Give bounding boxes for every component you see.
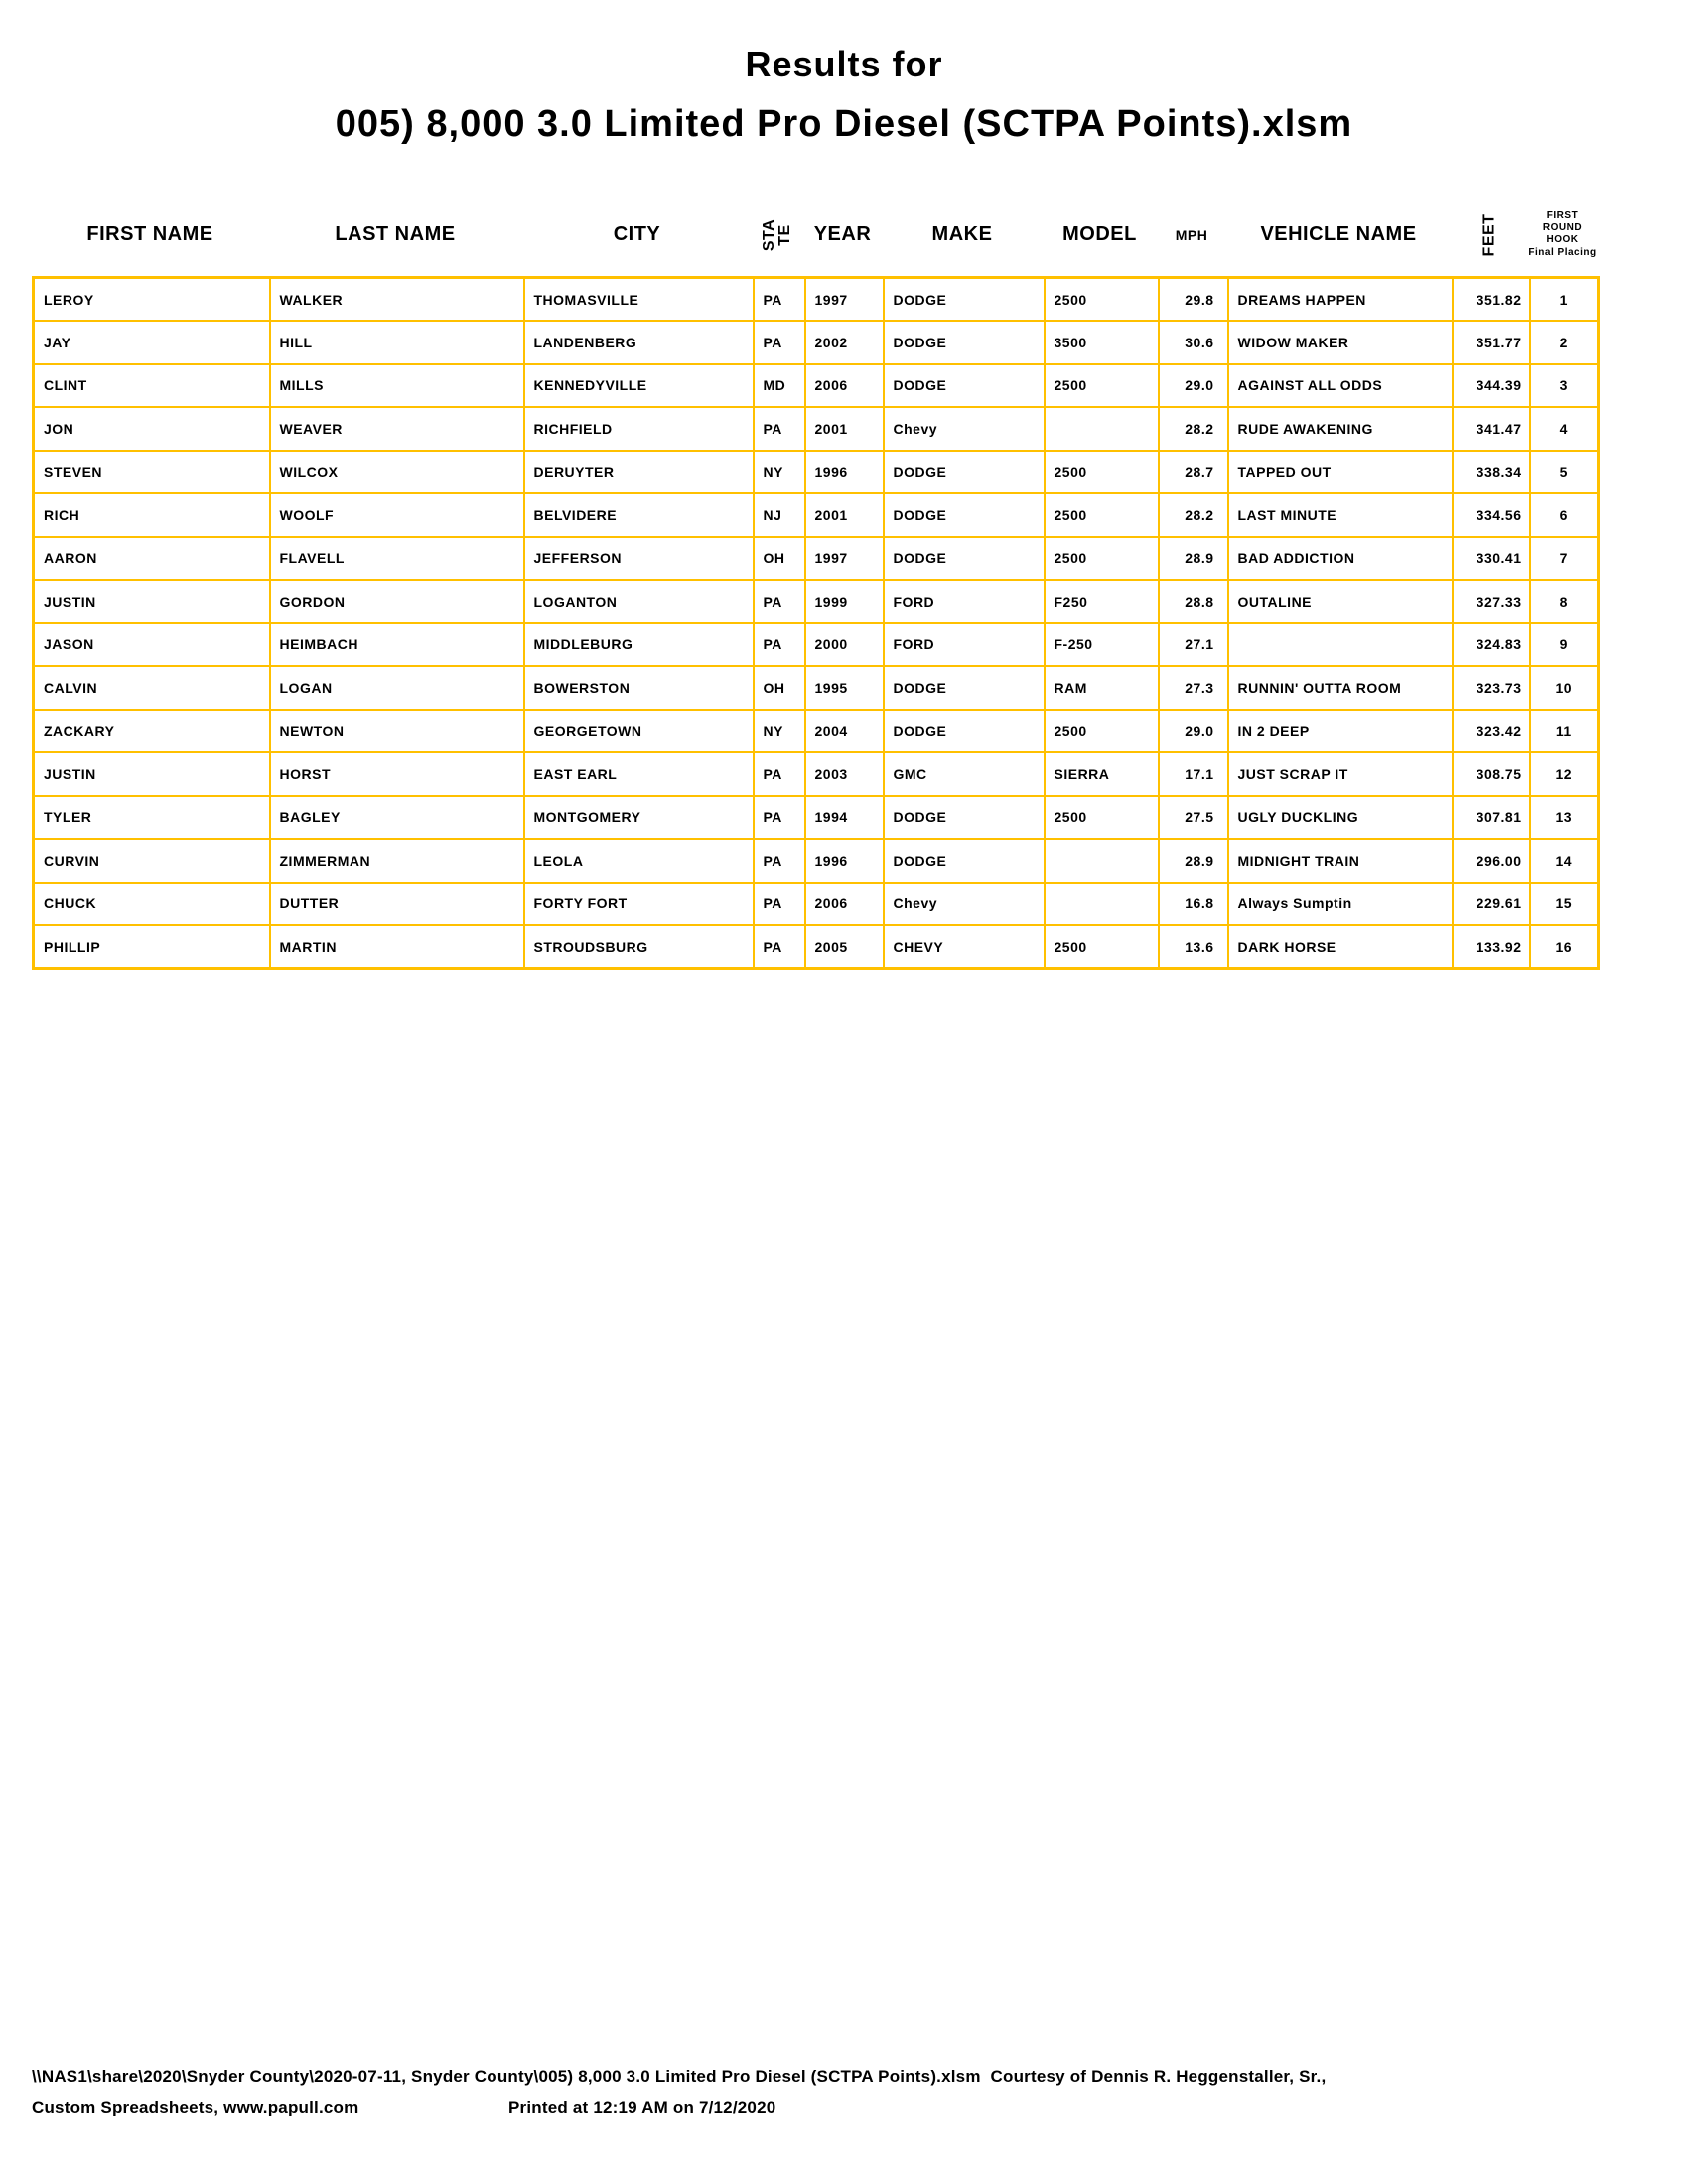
col-header-last-name: LAST NAME xyxy=(335,223,456,245)
footer-credit-line xyxy=(32,2098,1660,2119)
cell-mph: 27.3 xyxy=(1159,666,1228,710)
cell-feet: 327.33 xyxy=(1453,580,1530,623)
cell-last_name: LOGAN xyxy=(270,666,524,710)
cell-mph: 28.2 xyxy=(1159,493,1228,537)
cell-first_name: RICH xyxy=(34,493,270,537)
cell-hook: 8 xyxy=(1530,580,1599,623)
cell-feet: 324.83 xyxy=(1453,623,1530,667)
table-row xyxy=(34,407,1599,451)
cell-state: PA xyxy=(754,796,805,840)
cell-city: GEORGETOWN xyxy=(524,710,754,753)
cell-last_name: DUTTER xyxy=(270,883,524,926)
cell-model: 2500 xyxy=(1045,537,1159,581)
cell-state: PA xyxy=(754,278,805,322)
col-header-mph: MPH xyxy=(1175,226,1208,243)
cell-make: DODGE xyxy=(884,710,1045,753)
cell-vehicle_name: IN 2 DEEP xyxy=(1228,710,1453,753)
cell-city: EAST EARL xyxy=(524,752,754,796)
cell-first_name: JAY xyxy=(34,321,270,364)
cell-model: 3500 xyxy=(1045,321,1159,364)
table-row xyxy=(34,493,1599,537)
cell-feet: 323.42 xyxy=(1453,710,1530,753)
cell-city: MIDDLEBURG xyxy=(524,623,754,667)
cell-model xyxy=(1045,883,1159,926)
cell-year: 2000 xyxy=(805,623,884,667)
cell-hook: 16 xyxy=(1530,925,1599,969)
table-row xyxy=(34,321,1599,364)
cell-first_name: TYLER xyxy=(34,796,270,840)
cell-year: 1995 xyxy=(805,666,884,710)
cell-make: DODGE xyxy=(884,839,1045,883)
cell-first_name: JON xyxy=(34,407,270,451)
cell-first_name: STEVEN xyxy=(34,451,270,494)
cell-state: PA xyxy=(754,407,805,451)
cell-model: 2500 xyxy=(1045,364,1159,408)
col-header-make: MAKE xyxy=(931,223,993,245)
cell-mph: 29.0 xyxy=(1159,364,1228,408)
results-grid xyxy=(32,276,1600,970)
cell-model: RAM xyxy=(1045,666,1159,710)
cell-first_name: ZACKARY xyxy=(34,710,270,753)
cell-first_name: JASON xyxy=(34,623,270,667)
cell-hook: 9 xyxy=(1530,623,1599,667)
table-row xyxy=(34,666,1599,710)
cell-mph: 28.7 xyxy=(1159,451,1228,494)
cell-make: Chevy xyxy=(884,407,1045,451)
cell-state: NJ xyxy=(754,493,805,537)
cell-feet: 351.82 xyxy=(1453,278,1530,322)
cell-make: DODGE xyxy=(884,364,1045,408)
footer-printed-at: Printed at 12:19 AM on 7/12/2020 xyxy=(508,2098,776,2116)
cell-mph: 28.2 xyxy=(1159,407,1228,451)
cell-feet: 323.73 xyxy=(1453,666,1530,710)
cell-make: FORD xyxy=(884,580,1045,623)
cell-hook: 4 xyxy=(1530,407,1599,451)
cell-hook: 15 xyxy=(1530,883,1599,926)
cell-make: CHEVY xyxy=(884,925,1045,969)
cell-city: MONTGOMERY xyxy=(524,796,754,840)
table-row xyxy=(34,796,1599,840)
cell-make: DODGE xyxy=(884,796,1045,840)
cell-city: FORTY FORT xyxy=(524,883,754,926)
cell-year: 2001 xyxy=(805,407,884,451)
table-row xyxy=(34,925,1599,969)
cell-first_name: CLINT xyxy=(34,364,270,408)
footer-credit: Custom Spreadsheets, www.papull.com xyxy=(32,2098,359,2116)
col-header-first-name: FIRST NAME xyxy=(86,223,213,245)
cell-state: NY xyxy=(754,710,805,753)
cell-mph: 27.5 xyxy=(1159,796,1228,840)
cell-year: 2006 xyxy=(805,364,884,408)
table-row xyxy=(34,278,1599,322)
cell-vehicle_name: LAST MINUTE xyxy=(1228,493,1453,537)
cell-last_name: FLAVELL xyxy=(270,537,524,581)
cell-feet: 338.34 xyxy=(1453,451,1530,494)
table-row xyxy=(34,752,1599,796)
cell-state: PA xyxy=(754,321,805,364)
cell-city: BELVIDERE xyxy=(524,493,754,537)
cell-vehicle_name: OUTALINE xyxy=(1228,580,1453,623)
cell-feet: 308.75 xyxy=(1453,752,1530,796)
cell-vehicle_name: AGAINST ALL ODDS xyxy=(1228,364,1453,408)
cell-last_name: ZIMMERMAN xyxy=(270,839,524,883)
cell-make: DODGE xyxy=(884,451,1045,494)
cell-make: DODGE xyxy=(884,493,1045,537)
cell-model: 2500 xyxy=(1045,278,1159,322)
cell-last_name: HILL xyxy=(270,321,524,364)
col-header-first-round-hook xyxy=(1528,194,1597,276)
rotated-state-label: STATE xyxy=(761,218,793,251)
cell-city: BOWERSTON xyxy=(524,666,754,710)
cell-last_name: MILLS xyxy=(270,364,524,408)
cell-feet: 133.92 xyxy=(1453,925,1530,969)
cell-mph: 27.1 xyxy=(1159,623,1228,667)
cell-vehicle_name xyxy=(1228,623,1453,667)
col-header-state xyxy=(752,194,803,276)
col-header-vehicle-name: VEHICLE NAME xyxy=(1260,223,1417,245)
cell-first_name: JUSTIN xyxy=(34,752,270,796)
cell-year: 1996 xyxy=(805,839,884,883)
cell-vehicle_name: WIDOW MAKER xyxy=(1228,321,1453,364)
cell-city: KENNEDYVILLE xyxy=(524,364,754,408)
results-table xyxy=(32,194,1597,970)
cell-vehicle_name: DREAMS HAPPEN xyxy=(1228,278,1453,322)
document-title xyxy=(0,44,1688,146)
cell-hook: 10 xyxy=(1530,666,1599,710)
table-row xyxy=(34,537,1599,581)
cell-last_name: HEIMBACH xyxy=(270,623,524,667)
cell-first_name: LEROY xyxy=(34,278,270,322)
cell-make: Chevy xyxy=(884,883,1045,926)
cell-year: 2001 xyxy=(805,493,884,537)
cell-vehicle_name: UGLY DUCKLING xyxy=(1228,796,1453,840)
cell-hook: 5 xyxy=(1530,451,1599,494)
cell-city: LOGANTON xyxy=(524,580,754,623)
cell-first_name: CALVIN xyxy=(34,666,270,710)
cell-last_name: GORDON xyxy=(270,580,524,623)
cell-model: F-250 xyxy=(1045,623,1159,667)
cell-feet: 296.00 xyxy=(1453,839,1530,883)
cell-last_name: WILCOX xyxy=(270,451,524,494)
rotated-feet-label: FEET xyxy=(1479,213,1497,256)
cell-feet: 341.47 xyxy=(1453,407,1530,451)
cell-make: DODGE xyxy=(884,278,1045,322)
cell-year: 2004 xyxy=(805,710,884,753)
cell-first_name: CHUCK xyxy=(34,883,270,926)
cell-state: PA xyxy=(754,883,805,926)
page-footer xyxy=(32,2067,1660,2119)
cell-mph: 17.1 xyxy=(1159,752,1228,796)
cell-city: STROUDSBURG xyxy=(524,925,754,969)
cell-feet: 229.61 xyxy=(1453,883,1530,926)
cell-hook: 1 xyxy=(1530,278,1599,322)
cell-year: 2003 xyxy=(805,752,884,796)
cell-year: 1999 xyxy=(805,580,884,623)
final-placing-label: Final Placing xyxy=(1528,247,1597,258)
cell-hook: 3 xyxy=(1530,364,1599,408)
cell-city: THOMASVILLE xyxy=(524,278,754,322)
cell-city: JEFFERSON xyxy=(524,537,754,581)
cell-make: DODGE xyxy=(884,537,1045,581)
cell-model xyxy=(1045,407,1159,451)
cell-make: GMC xyxy=(884,752,1045,796)
cell-mph: 28.9 xyxy=(1159,839,1228,883)
cell-hook: 12 xyxy=(1530,752,1599,796)
cell-hook: 13 xyxy=(1530,796,1599,840)
cell-feet: 334.56 xyxy=(1453,493,1530,537)
cell-last_name: NEWTON xyxy=(270,710,524,753)
cell-last_name: WALKER xyxy=(270,278,524,322)
table-row xyxy=(34,839,1599,883)
cell-model: 2500 xyxy=(1045,493,1159,537)
cell-year: 2006 xyxy=(805,883,884,926)
hook-label: FIRST ROUND HOOK xyxy=(1542,210,1583,245)
cell-model: 2500 xyxy=(1045,451,1159,494)
cell-hook: 11 xyxy=(1530,710,1599,753)
table-header-row xyxy=(32,194,1597,276)
cell-year: 2005 xyxy=(805,925,884,969)
cell-mph: 16.8 xyxy=(1159,883,1228,926)
cell-mph: 13.6 xyxy=(1159,925,1228,969)
cell-make: DODGE xyxy=(884,321,1045,364)
table-row xyxy=(34,623,1599,667)
cell-mph: 28.9 xyxy=(1159,537,1228,581)
cell-hook: 6 xyxy=(1530,493,1599,537)
cell-vehicle_name: RUDE AWAKENING xyxy=(1228,407,1453,451)
cell-year: 2002 xyxy=(805,321,884,364)
cell-vehicle_name: MIDNIGHT TRAIN xyxy=(1228,839,1453,883)
table-row xyxy=(34,364,1599,408)
cell-state: OH xyxy=(754,537,805,581)
title-line1: Results for xyxy=(745,44,943,84)
cell-first_name: AARON xyxy=(34,537,270,581)
table-row xyxy=(34,580,1599,623)
cell-state: PA xyxy=(754,580,805,623)
cell-feet: 344.39 xyxy=(1453,364,1530,408)
cell-city: LANDENBERG xyxy=(524,321,754,364)
cell-last_name: WEAVER xyxy=(270,407,524,451)
cell-make: DODGE xyxy=(884,666,1045,710)
cell-model: SIERRA xyxy=(1045,752,1159,796)
cell-state: PA xyxy=(754,839,805,883)
cell-last_name: MARTIN xyxy=(270,925,524,969)
cell-city: RICHFIELD xyxy=(524,407,754,451)
cell-model: F250 xyxy=(1045,580,1159,623)
cell-city: LEOLA xyxy=(524,839,754,883)
cell-vehicle_name: JUST SCRAP IT xyxy=(1228,752,1453,796)
cell-first_name: JUSTIN xyxy=(34,580,270,623)
cell-model: 2500 xyxy=(1045,925,1159,969)
col-header-year: YEAR xyxy=(813,223,872,245)
footer-path-line: \\NAS1\share\2020\Snyder County\2020-07-11, Snyder County\005) 8,000 3.0 Limited Pro Diesel (SCTPA Points).xlsm Courtesy of Dennis R. Heggenstaller, Sr., xyxy=(32,2067,1327,2086)
cell-state: MD xyxy=(754,364,805,408)
cell-state: PA xyxy=(754,623,805,667)
cell-vehicle_name: RUNNIN' OUTTA ROOM xyxy=(1228,666,1453,710)
cell-vehicle_name: BAD ADDICTION xyxy=(1228,537,1453,581)
cell-mph: 30.6 xyxy=(1159,321,1228,364)
cell-feet: 330.41 xyxy=(1453,537,1530,581)
cell-first_name: PHILLIP xyxy=(34,925,270,969)
cell-mph: 28.8 xyxy=(1159,580,1228,623)
cell-model: 2500 xyxy=(1045,710,1159,753)
cell-model xyxy=(1045,839,1159,883)
cell-last_name: HORST xyxy=(270,752,524,796)
cell-year: 1997 xyxy=(805,278,884,322)
col-header-model: MODEL xyxy=(1062,223,1137,245)
cell-state: NY xyxy=(754,451,805,494)
cell-vehicle_name: Always Sumptin xyxy=(1228,883,1453,926)
cell-hook: 2 xyxy=(1530,321,1599,364)
table-row xyxy=(34,883,1599,926)
cell-feet: 307.81 xyxy=(1453,796,1530,840)
cell-feet: 351.77 xyxy=(1453,321,1530,364)
cell-state: PA xyxy=(754,925,805,969)
cell-year: 1994 xyxy=(805,796,884,840)
cell-year: 1997 xyxy=(805,537,884,581)
col-header-city: CITY xyxy=(613,223,661,245)
cell-make: FORD xyxy=(884,623,1045,667)
cell-vehicle_name: TAPPED OUT xyxy=(1228,451,1453,494)
cell-year: 1996 xyxy=(805,451,884,494)
title-line2: 005) 8,000 3.0 Limited Pro Diesel (SCTPA Points).xlsm xyxy=(335,103,1353,145)
cell-mph: 29.0 xyxy=(1159,710,1228,753)
cell-state: PA xyxy=(754,752,805,796)
cell-hook: 14 xyxy=(1530,839,1599,883)
table-row xyxy=(34,451,1599,494)
cell-state: OH xyxy=(754,666,805,710)
col-header-feet xyxy=(1451,194,1528,276)
cell-mph: 29.8 xyxy=(1159,278,1228,322)
results-table-body xyxy=(34,278,1599,969)
cell-last_name: WOOLF xyxy=(270,493,524,537)
cell-vehicle_name: DARK HORSE xyxy=(1228,925,1453,969)
cell-last_name: BAGLEY xyxy=(270,796,524,840)
cell-model: 2500 xyxy=(1045,796,1159,840)
cell-first_name: CURVIN xyxy=(34,839,270,883)
cell-city: DERUYTER xyxy=(524,451,754,494)
cell-hook: 7 xyxy=(1530,537,1599,581)
table-row xyxy=(34,710,1599,753)
